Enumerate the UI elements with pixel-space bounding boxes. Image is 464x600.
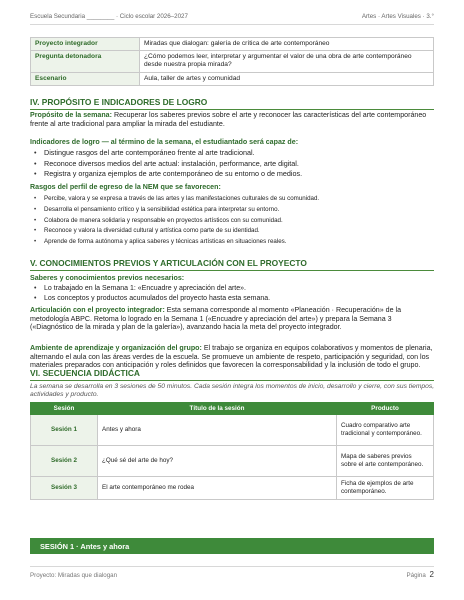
articulation-label: Articulación con el proyecto integrador: — [30, 306, 165, 314]
table-row — [31, 38, 434, 51]
session-cell: Sesión 3 — [31, 477, 98, 500]
environment-paragraph — [30, 344, 436, 370]
scenario-key: Escenario — [31, 72, 140, 85]
session-cell: Sesión 2 — [31, 446, 98, 477]
footer-project: Proyecto: Miradas que dialogan — [30, 572, 118, 579]
sessions-table — [30, 402, 434, 500]
session-cell: Sesión 1 — [31, 415, 98, 446]
list-item: • Reconoce diversos medios del arte actual: instalación, performance, arte digital. — [30, 159, 434, 170]
articulation-text: Esta semana corresponde al momento «Planeación · Recuperación» de la metodología ABPC. Retoma lo logrado en la Semana 1 («Encuadre y apreciación del arte») y prepara la Semana 3 («Diagnóstico de la mirada y plan de la galería»), avanzando hacia la meta del proyecto integrador. — [30, 306, 402, 332]
product-cell: Mapa de saberes previos sobre el arte contemporáneo. — [337, 446, 434, 477]
col-session: Sesión — [31, 403, 98, 415]
project-info-table — [30, 37, 434, 86]
col-product: Producto — [337, 403, 434, 415]
header-subject: Artes · Artes Visuales · 3.° — [361, 13, 434, 20]
table-row — [31, 51, 434, 72]
indicators-list — [30, 148, 434, 180]
title-cell: ¿Qué sé del arte de hoy? — [98, 446, 337, 477]
project-key: Proyecto integrador — [31, 38, 140, 51]
question-value: ¿Cómo podemos leer, interpretar y argumentar el valor de una obra de arte contemporáneo desde nuestra propia mirada? — [140, 51, 434, 72]
title-cell: Antes y ahora — [98, 415, 337, 446]
articulation-paragraph — [30, 306, 436, 332]
page-header — [30, 13, 434, 25]
scenario-value: Aula, taller de artes y comunidad — [140, 72, 434, 85]
list-item: • Registra y organiza ejemplos de arte contemporáneo de su entorno o de medios. — [30, 169, 434, 180]
list-item: • Distingue rasgos del arte contemporáneo frente al arte tradicional. — [30, 148, 434, 159]
list-item: • Desarrolla el pensamiento crítico y la sensibilidad estética para interpretar su entorno. — [30, 205, 434, 216]
list-item: • Aprende de forma autónoma y aplica saberes y técnicas artísticas en situaciones reales. — [30, 237, 434, 248]
profile-label: Rasgos del perfil de egreso de la NEM que se favorecen: — [30, 183, 221, 191]
table-row — [31, 446, 434, 477]
product-cell: Ficha de ejemplos de arte contemporáneo. — [337, 477, 434, 500]
table-header-row — [31, 403, 434, 415]
title-cell: El arte contemporáneo me rodea — [98, 477, 337, 500]
section-iv-title: IV. PROPÓSITO E INDICADORES DE LOGRO — [30, 97, 434, 110]
question-key: Pregunta detonadora — [31, 51, 140, 72]
list-item: • Lo trabajado en la Semana 1: «Encuadre y apreciación del arte». — [30, 284, 434, 294]
session-1-banner: SESIÓN 1 · Antes y ahora — [30, 538, 434, 554]
header-school: Escuela Secundaria ________ · Ciclo escolar 2026–2027 — [30, 13, 188, 20]
project-value: Miradas que dialogan: galería de crítica de arte contemporáneo — [140, 38, 434, 51]
table-row — [31, 477, 434, 500]
col-title: Título de la sesión — [98, 403, 337, 415]
page-label: Página — [406, 572, 426, 579]
table-row — [31, 415, 434, 446]
section-v-title: V. CONOCIMIENTOS PREVIOS Y ARTICULACIÓN CON EL PROYECTO — [30, 258, 434, 271]
product-cell: Cuadro comparativo arte tradicional y contemporáneo. — [337, 415, 434, 446]
list-item: • Los conceptos y productos acumulados del proyecto hasta esta semana. — [30, 294, 434, 304]
table-row — [31, 72, 434, 85]
page-number: 2 — [429, 570, 434, 579]
list-item: • Reconoce y valora la diversidad cultural y artística como parte de su identidad. — [30, 226, 434, 237]
list-item: • Colabora de manera solidaria y responsable en proyectos artísticos con su comunidad. — [30, 216, 434, 227]
prior-list — [30, 284, 434, 304]
purpose-label: Propósito de la semana: — [30, 111, 112, 119]
list-item: • Percibe, valora y se expresa a través de las artes y las manifestaciones culturales de su comunidad. — [30, 194, 434, 205]
purpose-text: Recuperar los saberes previos sobre el arte y reconocer las características del arte contemporáneo frente al arte tradicional para ampliar la mirada del estudiante. — [30, 111, 427, 128]
section-vi-title: VI. SECUENCIA DIDÁCTICA — [30, 368, 434, 381]
indicators-label: Indicadores de logro — al término de la semana, el estudiantado será capaz de: — [30, 138, 299, 146]
page-footer — [30, 566, 434, 582]
environment-label: Ambiente de aprendizaje y organización del grupo: — [30, 344, 202, 352]
sequence-intro: La semana se desarrolla en 3 sesiones de 50 minutos. Cada sesión integra los momentos de inicio, desarrollo y cierre, con sus tiempos, actividades y producto. — [30, 383, 435, 399]
prior-label: Saberes y conocimientos previos necesarios: — [30, 274, 185, 282]
environment-text: El trabajo se organiza en equipos colaborativos y momentos de plenaria, alternando el aula con las áreas verdes de la escuela. Se promueve un ambiente de respeto, participación y seguridad, con los materiales preparados con anticipación y roles definidos que favorecen la corresponsabilidad y la inclusión de todo el grupo. — [30, 344, 433, 370]
profile-list — [30, 194, 434, 248]
page-indicator — [407, 570, 434, 579]
purpose-paragraph — [30, 111, 436, 128]
